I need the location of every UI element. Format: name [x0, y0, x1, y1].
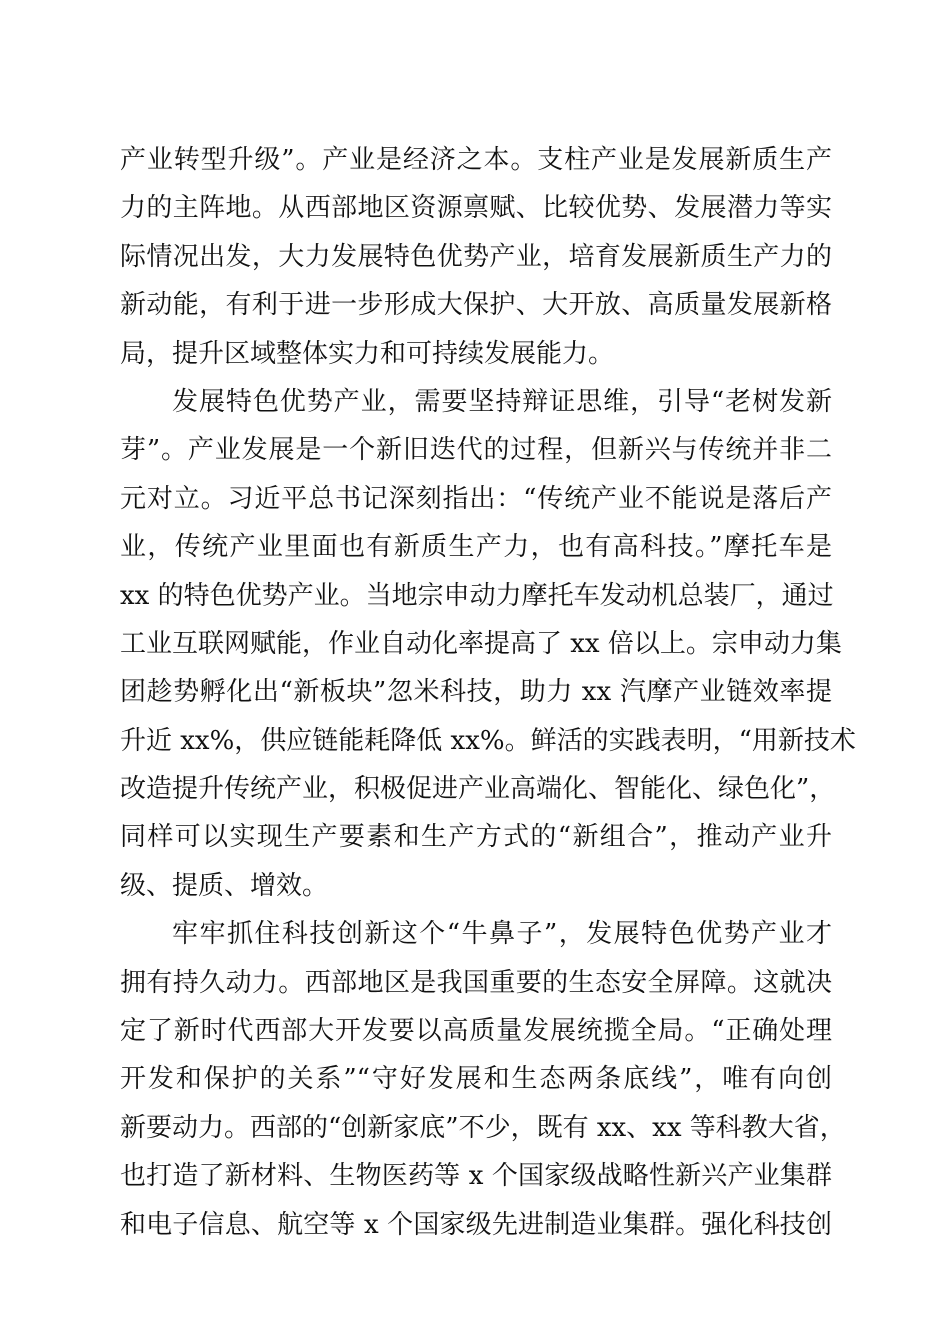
text-line: 发展特色优势产业，需要坚持辩证思维，引导“老树发新 — [172, 386, 832, 417]
text-line: 和电子信息、航空等 x 个国家级先进制造业集群。强化科技创 — [120, 1209, 832, 1240]
text-line: 产业转型升级”。产业是经济之本。支柱产业是发展新质生产 — [120, 145, 832, 175]
text-line: 同样可以实现生产要素和生产方式的“新组合”，推动产业升 — [120, 822, 832, 853]
text-line: 芽”。产业发展是一个新旧迭代的过程，但新兴与传统并非二 — [120, 435, 832, 466]
document-body — [120, 136, 856, 1249]
text-line: 也打造了新材料、生物医药等 x 个国家级战略性新兴产业集群 — [120, 1161, 832, 1192]
paragraph — [120, 136, 832, 378]
text-line: 团趁势孵化出“新板块”忽米科技，助力 xx 汽摩产业链效率提 — [120, 677, 832, 708]
text-line: 定了新时代西部大开发要以高质量发展统揽全局。“正确处理 — [120, 1016, 832, 1047]
text-line: 业，传统产业里面也有新质生产力，也有高科技。”摩托车是 — [120, 532, 832, 563]
text-line: xx 的特色优势产业。当地宗申动力摩托车发动机总装厂，通过 — [120, 580, 834, 611]
text-line: 新要动力。西部的“创新家底”不少，既有 xx、xx 等科教大省， — [120, 1112, 846, 1143]
paragraph — [120, 910, 846, 1249]
text-line: 局，提升区域整体实力和可持续发展能力。 — [120, 338, 615, 369]
paragraph — [120, 378, 856, 910]
text-line: 新动能，有利于进一步形成大保护、大开放、高质量发展新格 — [120, 290, 832, 321]
text-line: 级、提质、增效。 — [120, 870, 329, 901]
text-line: 牢牢抓住科技创新这个“牛鼻子”，发展特色优势产业才 — [172, 919, 832, 950]
text-line: 改造提升传统产业，积极促进产业高端化、智能化、绿色化”， — [120, 774, 836, 805]
text-line: 元对立。习近平总书记深刻指出：“传统产业不能说是落后产 — [120, 483, 832, 514]
text-line: 际情况出发，大力发展特色优势产业，培育发展新质生产力的 — [120, 241, 832, 272]
text-line: 升近 xx%，供应链能耗降低 xx%。鲜活的实践表明，“用新技术 — [120, 725, 856, 756]
text-line: 工业互联网赋能，作业自动化率提高了 xx 倍以上。宗申动力集 — [120, 628, 842, 659]
text-line: 开发和保护的关系”“守好发展和生态两条底线”，唯有向创 — [120, 1064, 832, 1095]
text-line: 拥有持久动力。西部地区是我国重要的生态安全屏障。这就决 — [120, 967, 832, 998]
text-line: 力的主阵地。从西部地区资源禀赋、比较优势、发展潜力等实 — [120, 193, 832, 224]
